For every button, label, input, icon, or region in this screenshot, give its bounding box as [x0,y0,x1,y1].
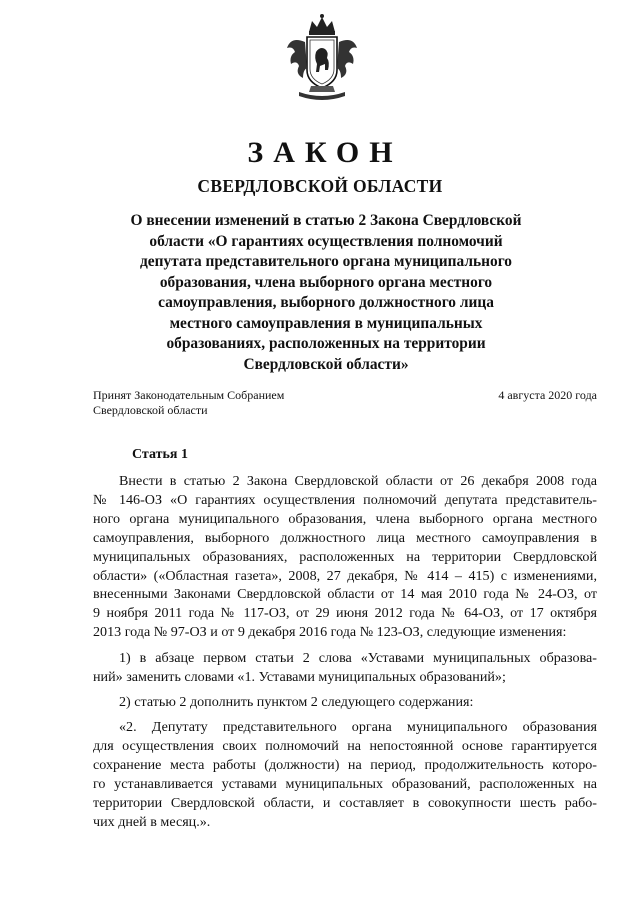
subject-line: образованиях, расположенных на территории [166,335,486,352]
text-line: ний» заменить словами «1. Уставами муниципальных образований»; [93,668,506,685]
subject-line: Свердловской области» [243,355,409,373]
paragraph-item-1 [93,649,597,687]
text-line: области» («Областная газета», 2008, 27 декабря, № 414 – 415) с изменениями, [93,567,597,584]
adopted-by [93,388,284,418]
subject-line: области «О гарантиях осуществления полномочий [149,232,503,250]
text-line: внесенными Законами Свердловской области от 14 мая 2010 года № 24-ОЗ, от [93,586,597,603]
subject-line: местного самоуправления в муниципальных [169,314,483,332]
region-title: СВЕРДЛОВСКОЙ ОБЛАСТИ [197,176,443,196]
text-line: чих дней в месяц.». [93,813,211,830]
text-line: сохранение места работы (должности) на период, продолжительность которо- [93,757,597,774]
text-line: 9 ноября 2011 года № 117-ОЗ, от 29 июня 2012 года № 64-ОЗ, от 17 октября [93,605,597,622]
article-heading: Статья 1 [132,447,188,462]
text-line: территории Свердловской области, и составляет в совокупности шесть рабо- [93,795,597,811]
paragraph-item-2 [93,693,597,712]
paragraph-intro [93,472,597,642]
paragraph-quote [93,718,597,831]
adopted-by-line: Свердловской области [93,403,208,417]
text-line: «2. Депутату представительного органа муниципального образования [119,719,597,736]
text-line: № 146-ОЗ «О гарантиях осуществления полномочий депутата представитель- [93,491,597,508]
text-line: 1) в абзаце первом статьи 2 слова «Уставами муниципальных образова- [119,649,597,666]
subject-line: самоуправления, выборного должностного лица [158,294,494,311]
text-line: ного органа муниципального образования, члена выборного органа местного [93,510,597,527]
text-line: 2013 года № 97-ОЗ и от 9 декабря 2016 года № 123-ОЗ, следующие изменения: [93,624,567,641]
subject-line: О внесении изменений в статью 2 Закона Свердловской [130,212,522,229]
coat-of-arms-emblem [285,12,359,104]
text-line: для осуществления своих полномочий на непостоянной основе гарантируется [93,738,597,755]
text-line: муниципальных образованиях, расположенных на территории Свердловской [93,548,597,565]
adoption-date: 4 августа 2020 года [498,388,597,402]
text-line: 2) статью 2 дополнить пунктом 2 следующего содержания: [119,693,474,710]
text-line: го устанавливается уставами муниципальных образований, расположенных на [93,776,597,793]
law-subject-title [114,211,538,375]
subject-line: депутата представительного органа муниципального [139,253,513,270]
law-title: ЗАКОН [247,136,403,169]
text-line: самоуправления, выборного должностного лица местного самоуправления в [93,529,597,546]
adopted-by-line: Принят Законодательным Собранием [93,388,285,402]
subject-line: образования, члена выборного органа местного [159,273,493,291]
text-line: Внести в статью 2 Закона Свердловской области от 26 декабря 2008 года [119,473,597,489]
article-body [93,472,597,838]
